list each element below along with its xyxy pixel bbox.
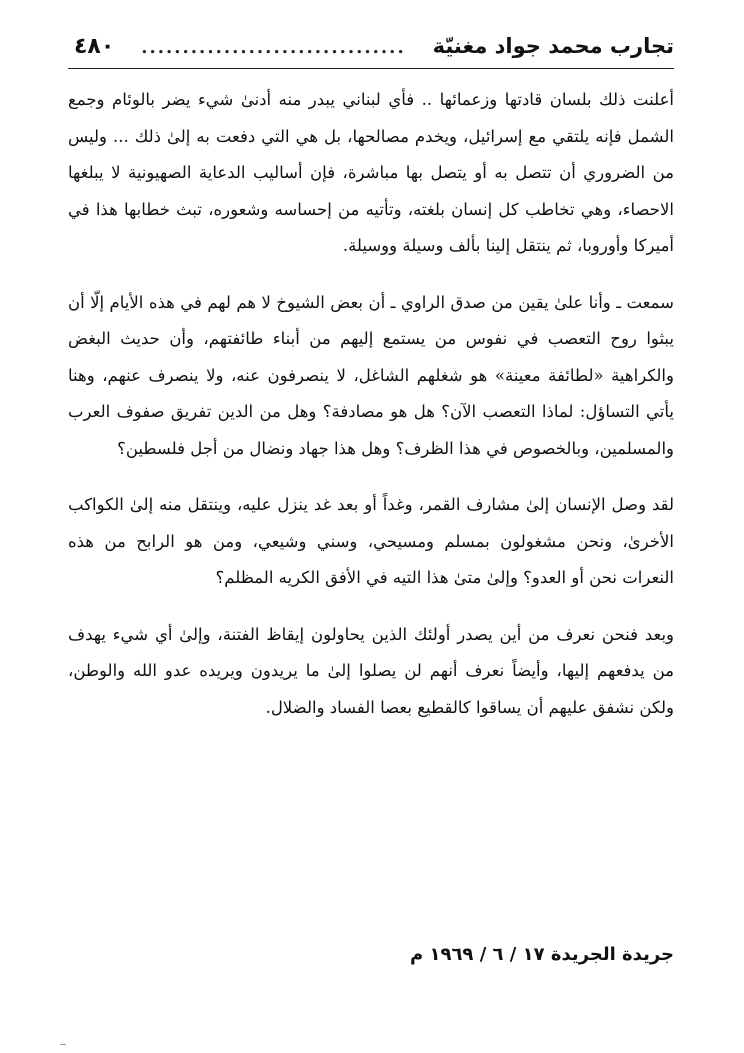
scan-mark	[60, 1044, 66, 1045]
book-title: تجارب محمد جواد مغنيّة	[432, 34, 674, 58]
paragraph-1: أعلنت ذلك بلسان قادتها وزعمائها .. فأي لبناني يبدر منه أدنىٰ شيء يضر بالوئام وجمع الشمل فإنه يلتقي مع إسرائيل، ويخدم مصالحها، بل هي التي دفعت به إلىٰ ذلك ... وليس من الضروري أن تتصل به أو يتصل بها مباشرة، فإن أساليب الدعاية الصهيونية لا يبلغها الاحصاء، وهي تخاطب كل إنسان بلغته، وتأتيه من إحساسه وشعوره، تبث خطابها هذا في أميركا وأوروبا، ثم ينتقل إلينا بألف وسيلة ووسيلة.	[68, 90, 674, 255]
running-header	[68, 34, 674, 69]
paragraph-2: سمعت ـ وأنا علىٰ يقين من صدق الراوي ـ أن بعض الشيوخ لا هم لهم في هذه الأيام إلّا أن يبثوا روح التعصب في نفوس من يستمع إليهم من أبناء طائفتهم، وأن حديث البغض والكراهية «لطائفة معينة» هو شغلهم الشاغل، لا ينصرفون عنه، ولا ينصرف عنهم، وهنا يأتي التساؤل: لماذا التعصب الآن؟ هل هو مصادفة؟ وهل من الدين تفريق صفوف العرب والمسلمين، وبالخصوص في هذا الظرف؟ وهل هذا جهاد ونضال من أجل فلسطين؟	[68, 292, 674, 458]
paragraph-4: وبعد فنحن نعرف من أين يصدر أولئك الذين يحاولون إيقاظ الفتنة، وإلىٰ أي شيء يهدف من يدفعهم إليها، وأيضاً نعرف أنهم لن يصلوا إلىٰ ما يريدون ويريده عدو الله والوطن، ولكن نشفق عليهم أن يساقوا كالقطيع بعصا الفساد والضلال.	[68, 624, 674, 717]
body-text	[68, 82, 674, 746]
page-number: ٤٨٠	[74, 34, 115, 59]
leader-dots: ................................	[141, 37, 406, 58]
source-citation: جريدة الجريدة ١٧ / ٦ / ١٩٦٩ م	[410, 944, 674, 965]
paragraph-3: لقد وصل الإنسان إلىٰ مشارف القمر، وغداً أو بعد غد ينزل عليه، وينتقل منه إلىٰ الكواكب الأخرىٰ، ونحن مشغولون بمسلم ومسيحي، وسني وشيعي، ومن هو الرابح من هذه النعرات نحن أو العدو؟ وإلىٰ متىٰ هذا التيه في الأفق الكريه المظلم؟	[68, 495, 674, 587]
